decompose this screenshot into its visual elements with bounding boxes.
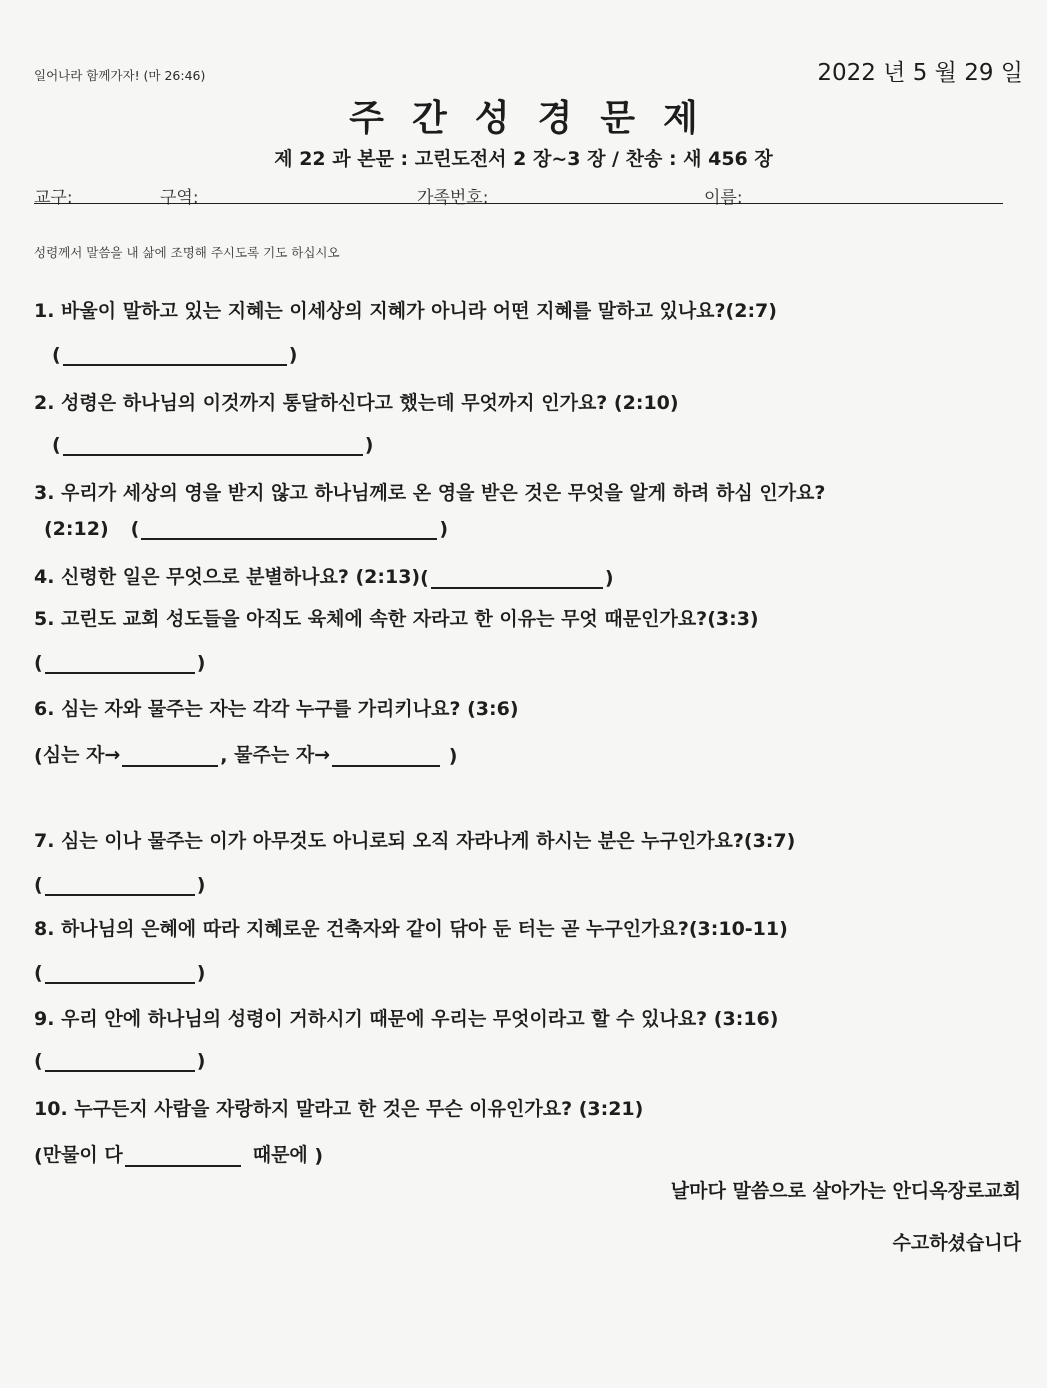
- info-underline: [34, 203, 1003, 204]
- question-9: 9. 우리 안에 하나님의 성령이 거하시기 때문에 우리는 무엇이라고 할 수 있나요? (3:16): [34, 1008, 779, 1030]
- answer-blank[interactable]: [45, 654, 195, 674]
- answer-blank[interactable]: [45, 876, 195, 896]
- question-8: 8. 하나님의 은혜에 따라 지혜로운 건축자와 같이 닦아 둔 터는 곧 누구인가요?(3:10-11): [34, 918, 788, 940]
- question-3-ref: (2:12): [44, 518, 109, 540]
- answer-5: ( ): [34, 652, 206, 674]
- question-5: 5. 고린도 교회 성도들을 아직도 육체에 속한 자라고 한 이유는 무엇 때문인가요?(3:3): [34, 608, 759, 630]
- parish-label: 교구:: [34, 188, 73, 208]
- answer-blank[interactable]: [431, 569, 603, 589]
- reason-suffix: 때문에: [252, 1144, 308, 1166]
- answer-9: ( ): [34, 1050, 206, 1072]
- answer-3: (2:12) ( ): [44, 518, 449, 540]
- date: 2022 년 5 월 29 일: [817, 60, 1023, 86]
- waterer-label: 물주는 자→: [234, 744, 331, 766]
- church-footer: 날마다 말씀으로 살아가는 안디옥장로교회: [670, 1180, 1021, 1202]
- answer-10: ( 만물이 다 때문에 ): [34, 1140, 323, 1167]
- question-4-text: 4. 신령한 일은 무엇으로 분별하나요? (2:13): [34, 566, 421, 588]
- question-3: 3. 우리가 세상의 영을 받지 않고 하나님께로 온 영을 받은 것은 무엇을 알게 하려 하심 인가요?: [34, 482, 826, 504]
- motto: 일어나라 함께가자! (마 26:46): [34, 68, 206, 83]
- answer-1: ( ): [52, 344, 298, 366]
- answer-blank[interactable]: [141, 520, 437, 540]
- planter-label: 심는 자→: [42, 744, 121, 766]
- question-2: 2. 성령은 하나님의 이것까지 통달하신다고 했는데 무엇까지 인가요? (2:10): [34, 392, 679, 414]
- question-1: 1. 바울이 말하고 있는 지혜는 이세상의 지혜가 아니라 어떤 지혜를 말하고 있나요?(2:7): [34, 300, 777, 322]
- waterer-blank[interactable]: [332, 747, 440, 767]
- reason-prefix: 만물이 다: [42, 1144, 123, 1166]
- answer-8: ( ): [34, 962, 206, 984]
- thanks-footer: 수고하셨습니다: [892, 1232, 1021, 1254]
- answer-6: ( 심는 자→ , 물주는 자→ ): [34, 740, 457, 767]
- answer-blank[interactable]: [45, 964, 195, 984]
- answer-2: ( ): [52, 434, 374, 456]
- answer-blank[interactable]: [63, 346, 287, 366]
- question-7: 7. 심는 이나 물주는 이가 아무것도 아니로되 오직 자라나게 하시는 분은 누구인가요?(3:7): [34, 830, 796, 852]
- name-label: 이름:: [704, 188, 743, 208]
- question-10: 10. 누구든지 사람을 자랑하지 말라고 한 것은 무슨 이유인가요? (3:21): [34, 1098, 644, 1120]
- answer-7: ( ): [34, 874, 206, 896]
- family-number-label: 가족번호:: [417, 188, 489, 208]
- answer-blank[interactable]: [63, 436, 363, 456]
- info-row: [34, 183, 1003, 208]
- planter-blank[interactable]: [122, 747, 218, 767]
- page-title: 주간성경문제: [349, 98, 726, 139]
- question-6: 6. 심는 자와 물주는 자는 각각 누구를 가리키나요? (3:6): [34, 698, 519, 720]
- prayer-text: 성령께서 말씀을 내 삶에 조명해 주시도록 기도 하십시오: [34, 245, 340, 260]
- reason-blank[interactable]: [125, 1147, 241, 1167]
- answer-blank[interactable]: [45, 1052, 195, 1072]
- lesson-subtitle: 제 22 과 본문 : 고린도전서 2 장~3 장 / 찬송 : 새 456 장: [274, 148, 773, 170]
- district-label: 구역:: [160, 188, 199, 208]
- question-4: 4. 신령한 일은 무엇으로 분별하나요? (2:13) ( ): [34, 562, 614, 589]
